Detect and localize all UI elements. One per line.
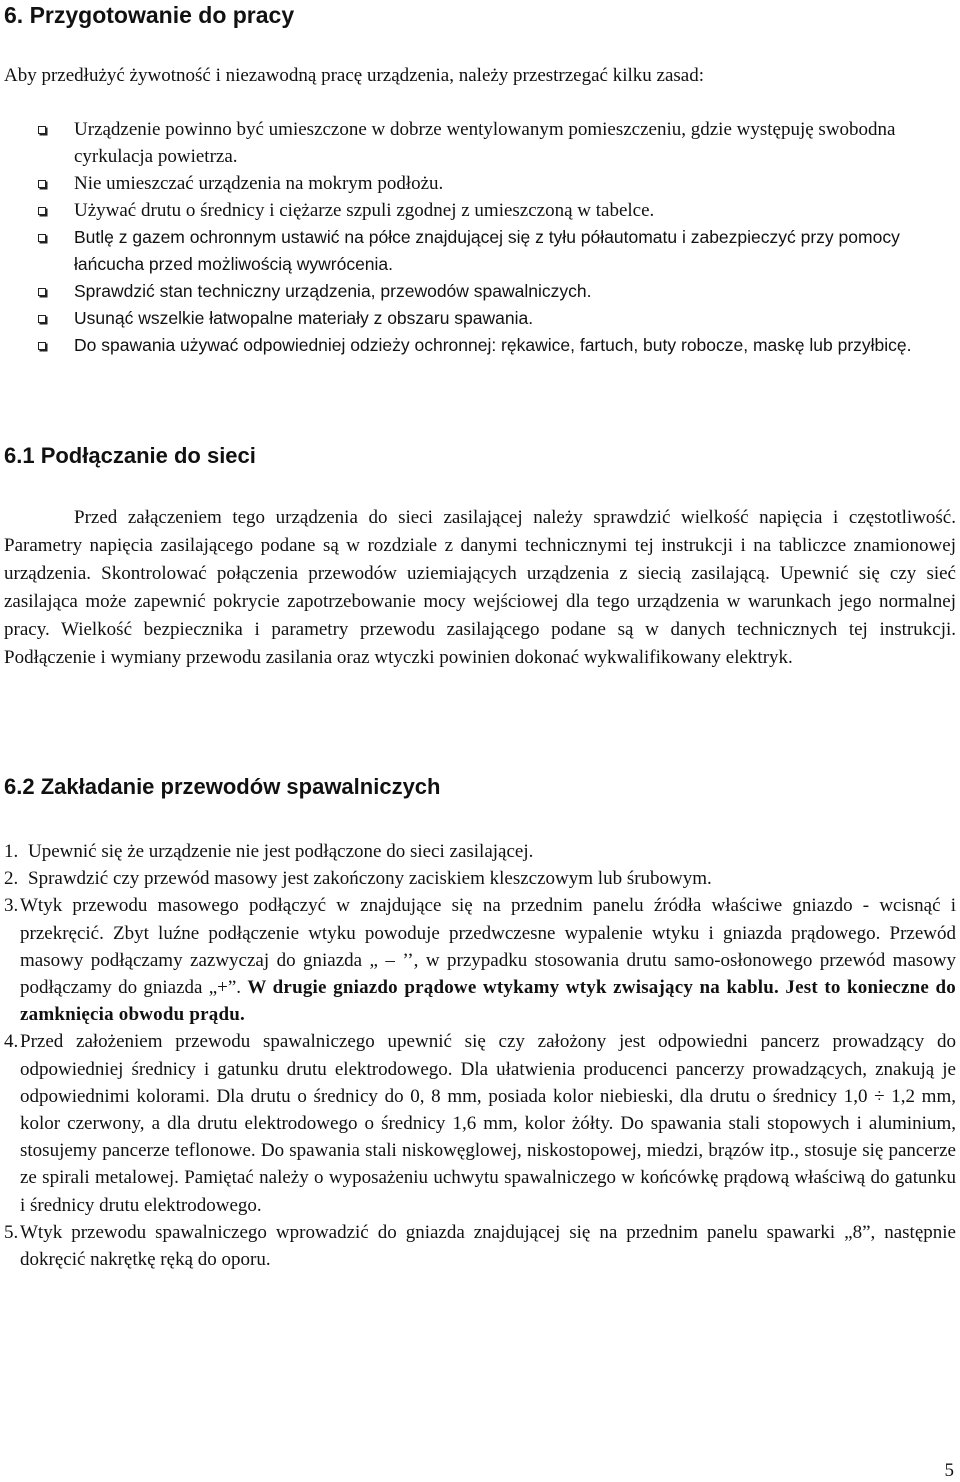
rule-text: Urządzenie powinno być umieszczone w dobrze wentylowanym pomieszczeniu, gdzie występuję swobodna cyrkulacja powietrza.	[74, 119, 896, 167]
rule-text: Butlę z gazem ochronnym ustawić na półce znajdującej się z tyłu półautomatu i zabezpieczyć przy pomocy łańcucha przed możliwością wywrócenia.	[74, 227, 900, 274]
step-number: 1.	[4, 841, 19, 862]
checkbox-bullet-icon	[38, 180, 46, 188]
subsection-title: 6.1 Podłączanie do sieci	[4, 443, 256, 468]
list-item	[36, 305, 916, 332]
list-item	[4, 1028, 956, 1218]
list-item	[36, 170, 916, 197]
rule-text: Usunąć wszelkie łatwopalne materiały z obszaru spawania.	[74, 308, 534, 328]
rule-text: Sprawdzić stan techniczny urządzenia, przewodów spawalniczych.	[74, 281, 592, 301]
list-item	[36, 197, 916, 224]
page-number: 5	[944, 1460, 954, 1481]
rule-text: Nie umieszczać urządzenia na mokrym podłożu.	[74, 173, 444, 194]
rules-list	[36, 116, 916, 359]
step-text: Upewnić się że urządzenie nie jest podłączone do sieci zasilającej.	[28, 841, 534, 862]
step-number: 3.	[4, 895, 19, 917]
step-number: 2.	[4, 868, 19, 890]
rule-text: Do spawania używać odpowiedniej odzieży ochronnej: rękawice, fartuch, buty robocze, maskę lub przyłbicę.	[74, 335, 912, 355]
step-text: Przed założeniem przewodu spawalniczego upewnić się czy założony jest odpowiedni pancerz prowadzący do odpowiedniej średnicy i gatunku drutu elektrodowego. Dla ułatwienia producenci pancerzy prowadzących, znakują je odpowiednimi kolorami. Dla drutu o średnicy do 0, 8 mm, posiada kolor niebieski, dla drutu o średnicy 1,0 ÷ 1,2 mm, kolor czerwony, a dla drutu elektrodowego o średnicy 1,6 mm, kolor żółty. Do spawania stali stopowych i aluminium, stosujemy pancerze teflonowe. Do spawania stali niskowęglowej, niskostopowej, miedzi, brązów itp., stosuje się pancerze ze spirali metalowej. Pamiętać należy o wyposażeniu uchwytu spawalniczego w końcówkę prądową właściwą do gatunku i średnicy drutu elektrodowego.	[20, 1031, 956, 1216]
rule-text: Używać drutu o średnicy i ciężarze szpuli zgodnej z umieszczoną w tabelce.	[74, 200, 655, 221]
step-text: Wtyk przewodu masowego podłączyć w znajdujące się na przednim panelu źródła właściwe gniazdo - wcisnąć i przekręcić. Zbyt luźne podłączenie wtyku powoduje przedwczesne wypalenie wtyku i gniazda prądowego. Przewód masowy podłączamy zazwyczaj do gniazda „ – ’’, w przypadku stosowania drutu samo-osłonowego przewód masowy podłączamy do gniazda „+”.	[20, 895, 956, 999]
list-item	[4, 865, 956, 892]
subsection-title: 6.2 Zakładanie przewodów spawalniczych	[4, 774, 441, 799]
checkbox-bullet-icon	[38, 207, 46, 215]
list-item	[4, 892, 956, 1028]
list-item	[36, 278, 916, 305]
checkbox-bullet-icon	[38, 315, 46, 323]
step-text: Wtyk przewodu spawalniczego wprowadzić do gniazda znajdującej się na przednim panelu spawarki „8”, następnie dokręcić nakrętkę ręką do oporu.	[20, 1221, 956, 1271]
list-item	[36, 224, 916, 278]
step-number: 4.	[4, 1031, 19, 1053]
list-item	[36, 116, 916, 170]
section-intro: Aby przedłużyć żywotność i niezawodną pracę urządzenia, należy przestrzegać kilku zasad:	[4, 65, 705, 86]
step-text: Sprawdzić czy przewód masowy jest zakończony zaciskiem kleszczowym lub śrubowym.	[28, 868, 712, 890]
list-item	[4, 838, 956, 865]
subsection-paragraph: Przed załączeniem tego urządzenia do sieci zasilającej należy sprawdzić wielkość napięcia i częstotliwość. Parametry napięcia zasilającego podane są w rozdziale z danymi technicznymi tej instrukcji i na tabliczce znamionowej urządzenia. Skontrolować połączenia przewodów uziemiających urządzenia z siecią zasilającą. Upewnić się czy sieć zasilająca może zapewnić pokrycie zapotrzebowanie mocy wejściowej dla tego urządzenia w warunkach jego normalnej pracy. Wielkość bezpiecznika i parametry przewodu zasilającego podane są w danych technicznych tej instrukcji. Podłączenie i wymiany przewodu zasilania oraz wtyczki powinien dokonać wykwalifikowany elektryk.	[4, 507, 956, 668]
steps-list	[4, 838, 956, 1273]
step-number: 5.	[4, 1221, 19, 1243]
checkbox-bullet-icon	[38, 126, 46, 134]
list-item	[4, 1219, 956, 1273]
checkbox-bullet-icon	[38, 342, 46, 350]
list-item	[36, 332, 916, 359]
checkbox-bullet-icon	[38, 288, 46, 296]
checkbox-bullet-icon	[38, 234, 46, 242]
step-bold-note: W drugie gniazdo prądowe wtykamy wtyk zwisający na kablu. Jest to konieczne do zamknięcia obwodu prądu.	[20, 977, 956, 1026]
section-title: 6. Przygotowanie do pracy	[4, 2, 295, 28]
